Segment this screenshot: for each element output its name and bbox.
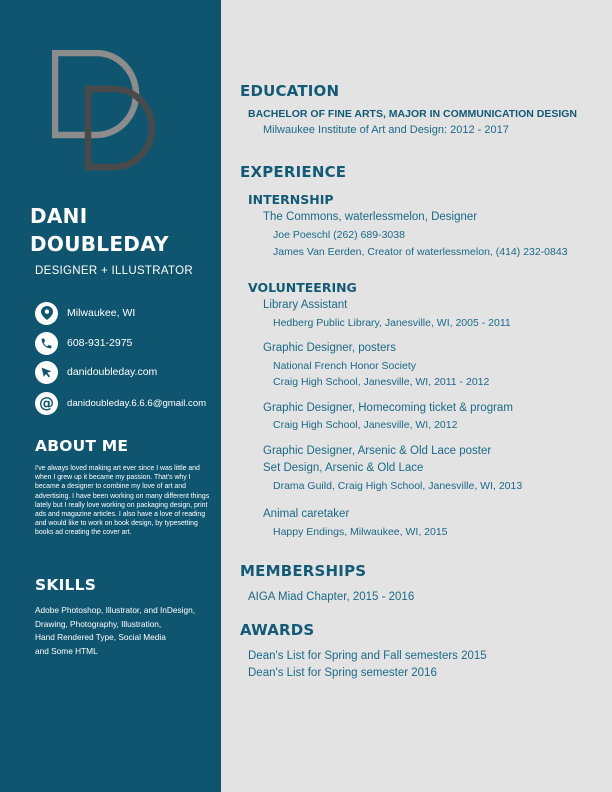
contact-phone-text: 608-931-2975 (67, 337, 133, 349)
degree-title: BACHELOR OF FINE ARTS, MAJOR IN COMMUNICATION DESIGN (248, 108, 577, 120)
skills-line: Drawing, Photography, Illustration, (35, 618, 162, 629)
contact-location-text: Milwaukee, WI (67, 307, 136, 319)
volunteer-title: Animal caretaker (263, 508, 350, 520)
at-sign-icon: @ (35, 392, 58, 415)
award-item: Dean's List for Spring semester 2016 (248, 667, 437, 679)
internship-heading: INTERNSHIP (248, 192, 334, 207)
volunteer-title: Library Assistant (263, 299, 348, 311)
internship-reference: James Van Eerden, Creator of waterlessmelon, (414) 232-0843 (273, 246, 568, 258)
volunteer-detail: Happy Endings, Milwaukee, WI, 2015 (273, 526, 448, 538)
volunteer-detail: Craig High School, Janesville, WI, 2012 (273, 419, 458, 431)
contact-phone (35, 331, 132, 355)
volunteer-detail: Craig High School, Janesville, WI, 2011 - 2012 (273, 376, 490, 388)
volunteer-title: Set Design, Arsenic & Old Lace (263, 462, 424, 474)
education-heading: EDUCATION (240, 82, 340, 100)
skills-line: Adobe Photoshop, Illustrator, and InDesign, (35, 605, 196, 615)
awards-heading: AWARDS (240, 621, 315, 639)
education-school: Milwaukee Institute of Art and Design: 2012 - 2017 (263, 124, 509, 136)
skills-heading: SKILLS (35, 576, 97, 594)
volunteer-title: Graphic Designer, posters (263, 342, 396, 354)
internship-reference: Joe Poeschl (262) 689-3038 (273, 229, 405, 241)
dd-monogram-logo (52, 50, 160, 172)
experience-heading: EXPERIENCE (240, 163, 347, 181)
sidebar (0, 0, 221, 792)
volunteering-heading: VOLUNTEERING (248, 280, 357, 295)
contact-email (35, 391, 206, 415)
about-heading: ABOUT ME (35, 437, 129, 455)
membership-item: AIGA Miad Chapter, 2015 - 2016 (248, 591, 415, 603)
volunteer-title: Graphic Designer, Arsenic & Old Lace poster (263, 445, 492, 457)
contact-email-text[interactable]: danidoubleday.6.6.6@gmail.com (67, 397, 207, 409)
internship-role: The Commons, waterlessmelon, Designer (263, 211, 478, 223)
contact-website (35, 360, 157, 384)
full-name (30, 202, 169, 258)
volunteer-detail: Hedberg Public Library, Janesville, WI, 2005 - 2011 (273, 317, 511, 329)
location-pin-icon (35, 302, 58, 325)
cursor-icon (35, 361, 58, 384)
volunteer-detail: Drama Guild, Craig High School, Janesville, WI, 2013 (273, 480, 523, 492)
award-item: Dean's List for Spring and Fall semesters 2015 (248, 650, 487, 662)
volunteer-detail: National French Honor Society (273, 360, 416, 372)
last-name: DOUBLEDAY (30, 232, 169, 256)
contact-website-text[interactable]: danidoubleday.com (67, 366, 158, 378)
phone-icon (35, 332, 58, 355)
memberships-heading: MEMBERSHIPS (240, 562, 367, 580)
about-text: I've always loved making art ever since I was little and when I grew up it became my passion. That's why I became a designer to combine my love of art and advertising. I have been working on many different things lately but I really love working on packaging design, print ads and magazine articles. I also have a love of reading and would like to work on book design, by typesetting books ad creating the cover art. (35, 465, 210, 537)
contact-location (35, 301, 135, 325)
skills-list (35, 604, 215, 658)
skills-line: Hand Rendered Type, Social Media (35, 632, 166, 642)
first-name: DANI (30, 204, 88, 228)
skills-line: and Some HTML (35, 645, 98, 656)
tagline: DESIGNER + ILLUSTRATOR (35, 265, 193, 277)
volunteer-title: Graphic Designer, Homecoming ticket & program (263, 402, 513, 414)
